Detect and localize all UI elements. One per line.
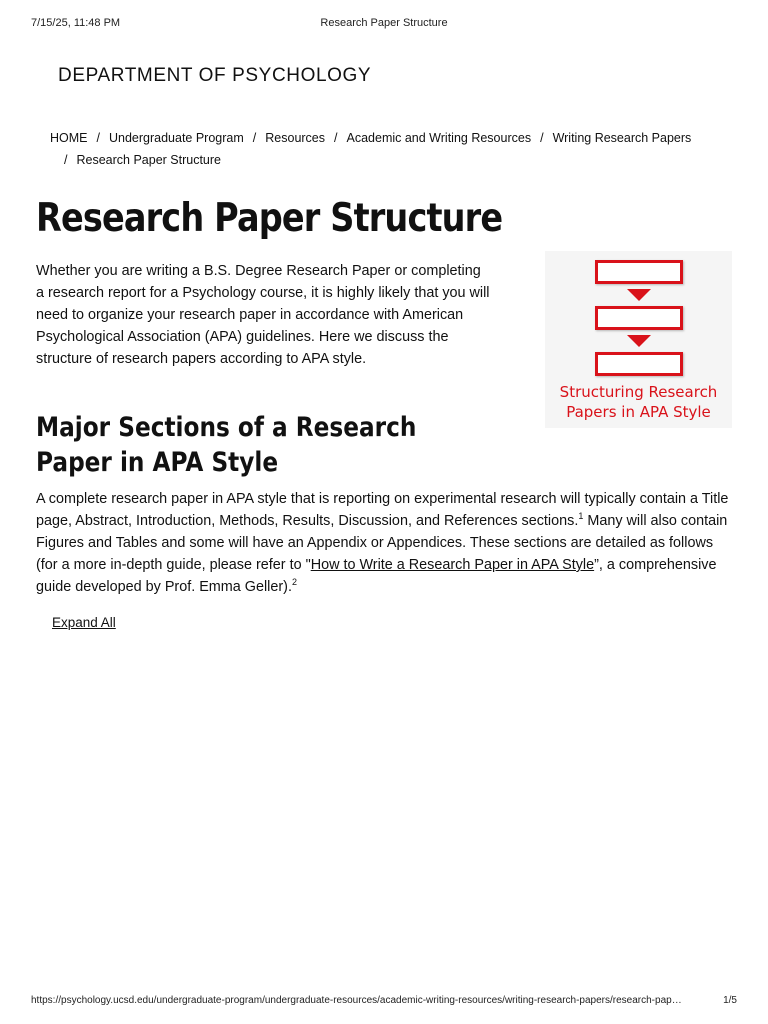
breadcrumb-writing-research-papers[interactable]: Writing Research Papers	[552, 131, 692, 145]
expand-all-link[interactable]: Expand All	[52, 615, 116, 630]
breadcrumb-separator: /	[96, 131, 100, 145]
figure-caption-line: Papers in APA Style	[566, 403, 711, 421]
figure-caption-line: Structuring Research	[559, 383, 718, 401]
breadcrumb	[50, 127, 740, 171]
breadcrumb-academic-writing-resources[interactable]: Academic and Writing Resources	[346, 131, 532, 145]
flow-box	[595, 306, 683, 330]
breadcrumb-separator: /	[540, 131, 544, 145]
body-text: A complete research paper in APA style that is reporting on experimental research will typically contain a Title page, Abstract, Introduction, Methods, Results, Discussion, and References sections.	[36, 491, 729, 529]
breadcrumb-resources[interactable]: Resources	[265, 131, 326, 145]
sections-paragraph	[36, 488, 736, 598]
footnote-ref: 1	[578, 511, 584, 522]
body-text: ”, a comprehensive guide developed by Prof. Emma Geller).	[36, 557, 717, 595]
section-heading: Major Sections of a Research Paper in APA Style	[36, 412, 417, 478]
breadcrumb-separator: /	[252, 131, 257, 145]
footnote-ref: 2	[291, 577, 297, 588]
arrow-down-icon	[627, 289, 651, 301]
apa-guide-link[interactable]: How to Write a Research Paper in APA Style	[310, 557, 595, 573]
breadcrumb-separator: /	[334, 131, 338, 145]
print-header	[31, 17, 737, 31]
print-url: https://psychology.ucsd.edu/undergraduate-program/undergraduate-resources/academic-writing-resources/writing-research-papers/research-pap…	[31, 995, 682, 1006]
print-footer	[31, 995, 737, 1009]
print-timestamp: 7/15/25, 11:48 PM	[31, 17, 121, 29]
figure-caption	[545, 382, 732, 422]
page-title: Research Paper Structure	[36, 196, 503, 241]
arrow-down-icon	[627, 335, 651, 347]
print-document-title: Research Paper Structure	[320, 17, 448, 29]
print-page-number: 1/5	[723, 995, 737, 1006]
department-name[interactable]: DEPARTMENT OF PSYCHOLOGY	[58, 65, 372, 86]
flow-box	[595, 260, 683, 284]
body-text: Many will also contain Figures and Tables and some will have an Appendix or Appendices. These sections are detailed as follows (for a more in-depth guide, please refer to "	[36, 513, 728, 573]
intro-paragraph: Whether you are writing a B.S. Degree Research Paper or completing a research report for a Psychology course, it is highly likely that you will need to organize your research paper in accordance with American Psychological Association (APA) guidelines. Here we discuss the structure of research papers according to APA style.	[36, 263, 490, 367]
apa-structure-figure	[545, 251, 732, 428]
breadcrumb-home[interactable]: HOME	[50, 131, 88, 145]
flow-box	[595, 352, 683, 376]
breadcrumb-undergraduate-program[interactable]: Undergraduate Program	[108, 131, 244, 145]
breadcrumb-current-page: Research Paper Structure	[76, 153, 221, 167]
breadcrumb-separator: /	[64, 153, 68, 167]
